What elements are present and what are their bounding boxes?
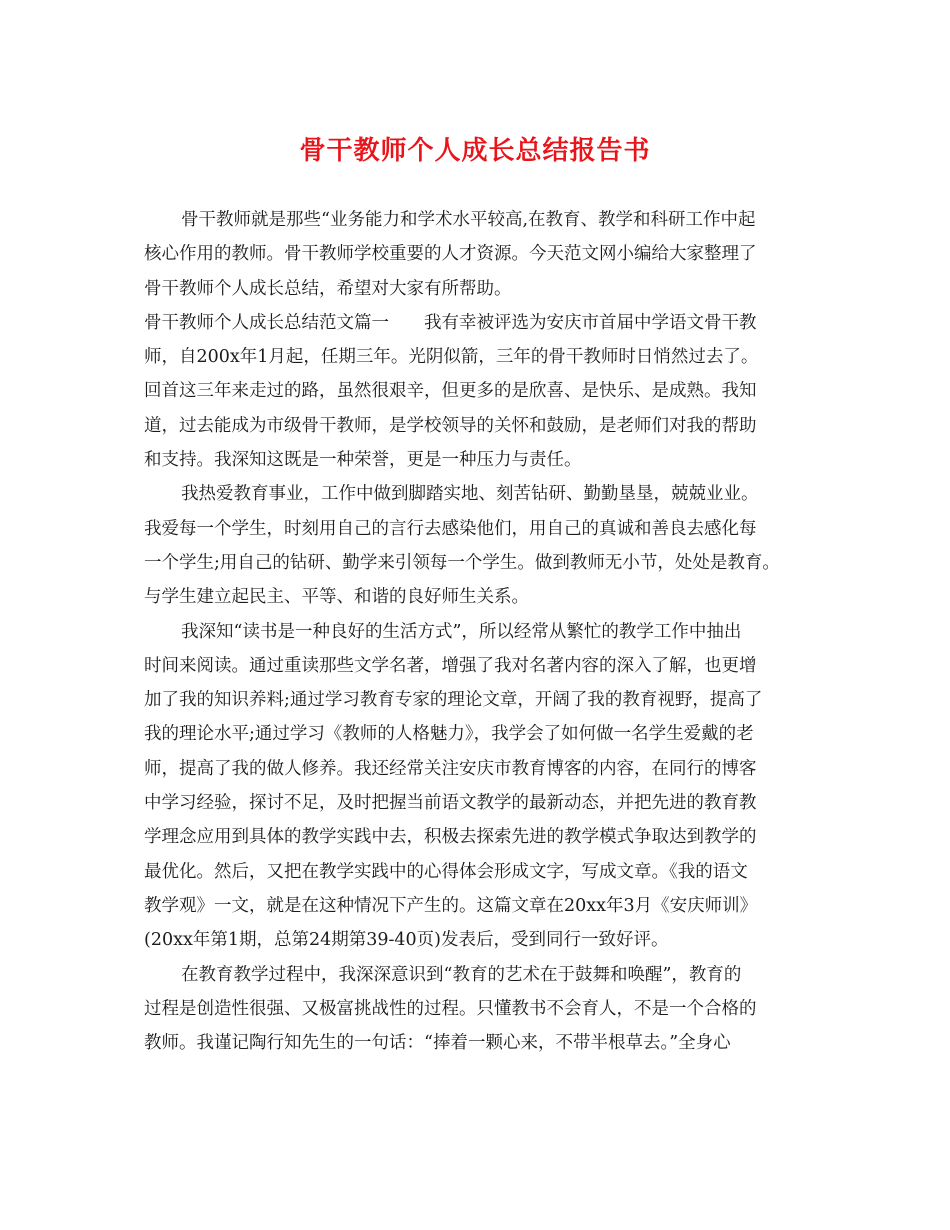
document-title: 骨干教师个人成长总结报告书: [299, 136, 651, 166]
document-body: [144, 203, 824, 1060]
text-line: 一个学生;用自己的钻研、勤学来引领每一个学生。做到教师无小节，处处是教育。: [144, 552, 780, 573]
text-line: 在教育教学过程中，我深深意识到“教育的艺术在于鼓舞和唤醒”，教育的: [181, 964, 742, 985]
text-line: 我爱每一个学生，时刻用自己的言行去感染他们，用自己的真诚和善良去感化每: [144, 518, 757, 539]
text-line: 与学生建立起民主、平等、和谐的良好师生关系。: [144, 587, 529, 608]
text-line: 时间来阅读。通过重读那些文学名著，增强了我对名著内容的深入了解，也更增: [144, 655, 757, 676]
text-line: 核心作用的教师。骨干教师学校重要的人才资源。今天范文网小编给大家整理了: [144, 244, 757, 265]
text-line: 过程是创造性很强、又极富挑战性的过程。只懂教书不会育人，不是一个合格的: [144, 998, 757, 1019]
text-line: 教学观》一文，就是在这种情况下产生的。这篇文章在20xx年3月《安庆师训》: [144, 895, 758, 916]
text-line: 我的理论水平;通过学习《教师的人格魅力》，我学会了如何做一名学生爱戴的老: [144, 724, 754, 745]
text-line: (20xx年第1期，总第24期第39-40页)发表后，受到同行一致好评。: [144, 930, 669, 951]
text-line: 骨干教师个人成长总结，希望对大家有所帮助。: [144, 278, 512, 299]
text-line: 师，提高了我的做人修养。我还经常关注安庆市教育博客的内容，在同行的博客: [144, 758, 757, 779]
text-line: 骨干教师就是那些“业务能力和学术水平较高,在教育、教学和科研工作中起: [181, 210, 756, 230]
text-line: 中学习经验，探讨不足，及时把握当前语文教学的最新动态，并把先进的教育教: [144, 793, 757, 814]
text-line: 和支持。我深知这既是一种荣誉，更是一种压力与责任。: [144, 450, 582, 471]
text-line: 回首这三年来走过的路，虽然很艰辛，但更多的是欣喜、是快乐、是成熟。我知: [144, 381, 757, 402]
text-line: 我深知“读书是一种良好的生活方式”，所以经常从繁忙的教学工作中抽出: [181, 621, 742, 642]
text-line: 学理念应用到具体的教学实践中去，积极去探索先进的教学模式争取达到教学的: [144, 827, 757, 848]
text-line: 我热爱教育事业，工作中做到脚踏实地、刻苦钻研、勤勤垦垦，兢兢业业。: [181, 484, 759, 505]
text-line: 教师。我谨记陶行知先生的一句话：“捧着一颗心来，不带半根草去。”全身心: [144, 1033, 731, 1054]
text-line: 骨干教师个人成长总结范文篇一 我有幸被评选为安庆市首届中学语文骨干教: [144, 312, 757, 333]
text-line: 师，自200x年1月起，任期三年。光阴似箭，三年的骨干教师时日悄然过去了。: [144, 347, 759, 368]
text-line: 加了我的知识养料;通过学习教育专家的理论文章，开阔了我的教育视野，提高了: [144, 690, 763, 711]
text-line: 最优化。然后，又把在教学实践中的心得体会形成文字，写成文章。《我的语文: [144, 861, 748, 882]
text-line: 道，过去能成为市级骨干教师，是学校领导的关怀和鼓励，是老师们对我的帮助: [144, 415, 757, 436]
